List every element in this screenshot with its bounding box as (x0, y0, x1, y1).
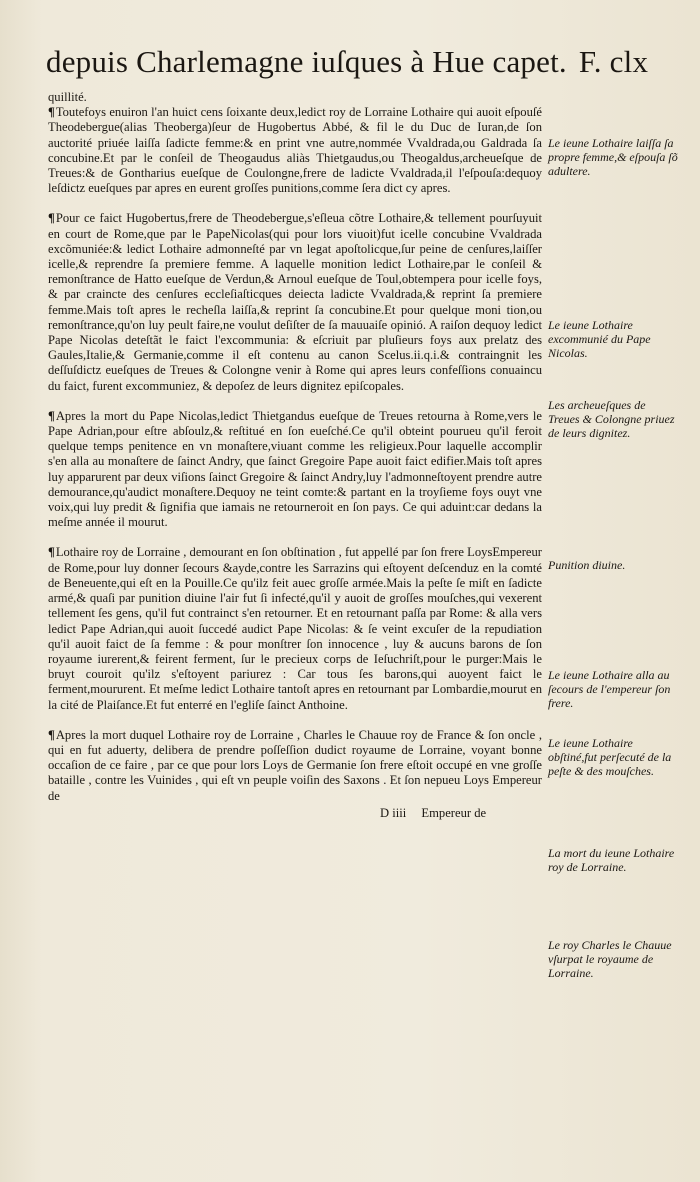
marginal-note: Le ieune Lothaire obſtiné,fut perſecuté de la peſte & des mouſches. (548, 736, 672, 778)
running-header (46, 42, 686, 82)
paragraph-4 (48, 545, 542, 712)
paragraph-text: Lothaire roy de Lorraine , demourant en ſon obſtination , fut appellé par ſon frere LoysEmpereur de Rome,pour luy donner ſecours &ayde,contre les Sarrazins qui eſtoyent deſcenduz en la comté de Beneuente,qui eſt en la Pouille.Ce qu'ilz feit auec groſſe armée.Mais la peſte ſe miſt en ſadicte armé,& quaſi par punition diuine l'air fut ſi infecté,qu'il y auoit de groſſes mouſches,qui vexerent tellement ſes gens, qu'il fut contrainct s'en retourner. Et en retournant paſſa par Rome: & alla vers ledict Pape Adrian,qui auoit ſuccedé audict Pape Nicolas: & ſe veint excuſer de la repudiation qu'il auoit faict de ſa femme : & pour monſtrer ſon innocence , luy & aucuns barons de ſon royaume iurerent,& feirent ferment, ſur le precieux corps de Ieſuchriſt,pour le purger:Mais le bruyt couroit qu'ilz s'eſtoyent pariurez : Car tous ſes barons,qui auoyent faict le ferment,moururent. Et meſme ledict Lothaire tantoſt apres en retournant par Lombardie,mourut en la cité de Plaiſance.Et fut enterré en l'egliſe ſainct Anthoine. (48, 545, 542, 712)
marginal-note: Le ieune Lothaire laiſſa ſa propre femme,& eſpouſa ſõ adultere. (548, 136, 678, 178)
paragraph-1 (48, 105, 542, 196)
pilcrow-icon: ¶ (48, 211, 55, 226)
marginal-note: Le ieune Lothaire alla au ſecours de l'empereur ſon frere. (548, 668, 671, 710)
paragraph-0 (48, 90, 542, 105)
paragraph-text: Pour ce faict Hugobertus,frere de Theodebergue,s'eſleua cõtre Lothaire,& tellement pourſuyuit en court de Rome,que par le PapeNicolas(qui pour lors viuoit)fut icelle concubine Vvaldrada excõmuniée:& ledict Lothaire admonneſté par vn legat apoſtolicque,ſur peine de cenſures,laiſſer icelle,& reprendre ſa premiere femme. A laquelle monition ledict Lothaire,par le conſeil & remonſtrance de Hatto eueſque de Verdun,& Arnoul eueſque de Toul,obtempera pour icelle foys, & par craincte des cenſures eccleſiaſticques deiecta ladicte Vvaldrada,& reprint ſa premiere femme.Mais toſt apres le recheſla laiſſa,& reprint ſa concubine.Et pour quelque moni tion,ou remonſtrance,qu'on luy peult faire,ne voulut deſiſter de ſa mauuaiſe opinió. A raiſon dequoy ledict Pape Nicolas deteſtãt le faict l'excommunia: & eſcriuit par pluſieurs foys aux prelatz des Gaules,Italie,& Germanie,comme il eſt contenu au canon Scelus.ii.q.i.& contraingnit les deſſuſdictz eueſques de Treues & Colongne venir à Rome qui apres leurs confeſſions conuaincu du faict, furent excommuniez, & depoſez de leurs dignitez epiſcopales. (48, 211, 542, 393)
marginal-note: La mort du ieune Lothaire roy de Lorraine. (548, 846, 675, 874)
paragraph-3 (48, 409, 542, 531)
catchword: Empereur de (421, 806, 487, 820)
paragraph-text: quillité. (48, 90, 87, 104)
folio-number: F. clx (578, 44, 649, 79)
running-title: depuis Charlemagne iuſques à Hue capet. (46, 44, 567, 79)
marginal-note: Les archeueſques de Treues & Colongne priuez de leurs dignitez. (548, 398, 675, 440)
paragraph-text: Apres la mort du Pape Nicolas,ledict Thietgandus eueſque de Treues retourna à Rome,vers le Pape Adrian,pour eſtre abſoulz,& reſtitué en ſon eueſché.Ce qu'il obteint pourueu qu'il feroit quelque temps penitence en vn monaſtere,viuant comme les religieux.Pour laquelle accomplir s'en alla au monaſtere de ſainct Andry, que ſainct Gregoire Pape auoit faict edifier.Mais toſt apres luy apparurent par deux viſions ſainct Gregoire & ſainct Andry,luy l'admonneſtoyent prendre autre demourance,qu'audict monaſtere.Dequoy ne teint comte:& partant en la troyſieme foys ouyt vne voix,qui luy predit & ſignifia que iamais ne retourneroit en ſon pays. Ce qui aduint:car dedans la meſme année il mourut. (48, 408, 542, 530)
marginal-note: Le roy Charles le Chauue vſurpat le royaume de Lorraine. (548, 938, 672, 980)
paragraph-text: Toutefoys enuiron l'an huict cens ſoixante deux,ledict roy de Lorraine Lothaire qui auoit eſpouſé Theodebergue(alias Theoberga)ſeur de Hugobertus Abbé, & fil le du Duc de Iuran,de ſon auctorité priuée laiſſa ſadicte femme:& en print vne autre,nommée Vvaldrada,ou Galdrada ſa concubine.Et par le conſeil de Theogaudus aliàs Thietgaudus,ou Theogaldus,archeueſque de Treues:& de Gontharius eueſque de Coulongne,frere de ladicte Vvaldrada,il l'eſpouſa:dequoy leſdictz eueſques par apres en eurent groſſes punitions,comme ſera dict cy apres. (48, 105, 542, 196)
main-text-column (48, 90, 542, 804)
paragraph-2 (48, 211, 542, 393)
pilcrow-icon: ¶ (48, 545, 55, 560)
paragraph-5 (48, 728, 542, 804)
paragraph-text: Apres la mort duquel Lothaire roy de Lorraine , Charles le Chauue roy de France & ſon oncle , qui en fut aduerty, delibera de prendre poſſeſſion dudict royaume de Lorraine, voyant bonne occaſion de ce faire , par ce que pour lors Loys de Germanie ſon frere eſtoit occupé en vne groſſe bataille , contre les Vuinides , qui eſt vn peuple voiſin des Saxons . Et ſon nepueu Loys Empereur de (48, 727, 542, 803)
pilcrow-icon: ¶ (48, 727, 55, 742)
pilcrow-icon: ¶ (48, 408, 55, 423)
marginal-note: Le ieune Lothaire excommunié du Pape Nicolas. (548, 318, 651, 360)
signature-mark: D iiii (380, 806, 407, 820)
pilcrow-icon: ¶ (48, 105, 55, 120)
page-footer (380, 806, 550, 821)
marginal-note: Punition diuine. (548, 558, 626, 572)
